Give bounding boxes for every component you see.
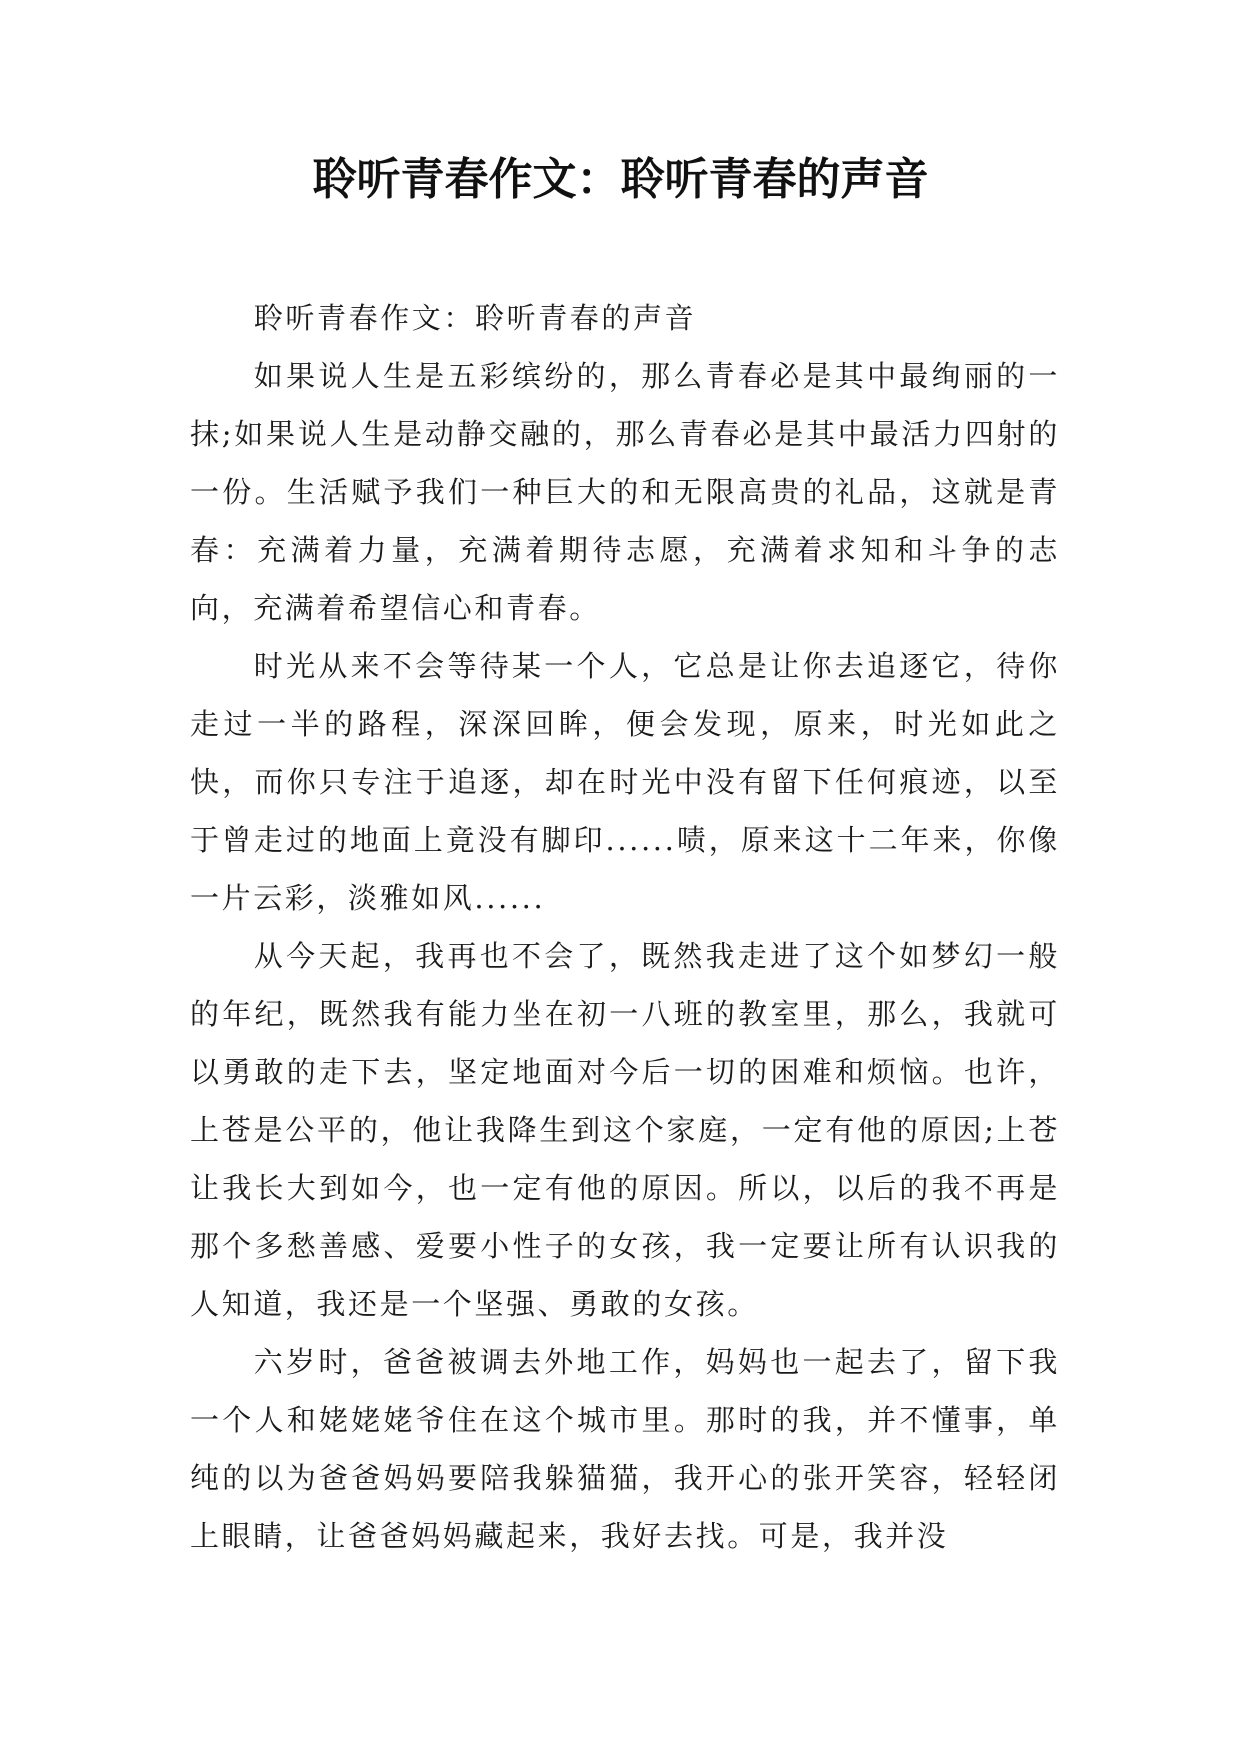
- paragraph: 从今天起，我再也不会了，既然我走进了这个如梦幻一般的年纪，既然我有能力坐在初一八班的教室里，那么，我就可以勇敢的走下去，坚定地面对今后一切的困难和烦恼。也许，上苍是公平的，他让我降生到这个家庭，一定有他的原因;上苍让我长大到如今，也一定有他的原因。所以，以后的我不再是那个多愁善感、爱要小性子的女孩，我一定要让所有认识我的人知道，我还是一个坚强、勇敢的女孩。: [190, 939, 1060, 1321]
- paragraph: 时光从来不会等待某一个人，它总是让你去追逐它，待你走过一半的路程，深深回眸，便会发现，原来，时光如此之快，而你只专注于追逐，却在时光中没有留下任何痕迹，以至于曾走过的地面上竟没有脚印......啧，原来这十二年来，你像一片云彩，淡雅如风......: [190, 649, 1060, 915]
- paragraph-subtitle: 聆听青春作文：聆听青春的声音: [253, 301, 697, 335]
- paragraph: 如果说人生是五彩缤纷的，那么青春必是其中最绚丽的一抹;如果说人生是动静交融的，那么青春必是其中最活力四射的一份。生活赋予我们一种巨大的和无限高贵的礼品，这就是青春：充满着力量，充满着期待志愿，充满着求知和斗争的志向，充满着希望信心和青春。: [190, 359, 1060, 625]
- document-body: [190, 289, 1060, 1565]
- paragraph: 六岁时，爸爸被调去外地工作，妈妈也一起去了，留下我一个人和姥姥姥爷住在这个城市里。那时的我，并不懂事，单纯的以为爸爸妈妈要陪我躲猫猫，我开心的张开笑容，轻轻闭上眼睛，让爸爸妈妈藏起来，我好去找。可是，我并没: [190, 1345, 1060, 1553]
- document-title: 聆听青春作文：聆听青春的声音: [312, 154, 929, 205]
